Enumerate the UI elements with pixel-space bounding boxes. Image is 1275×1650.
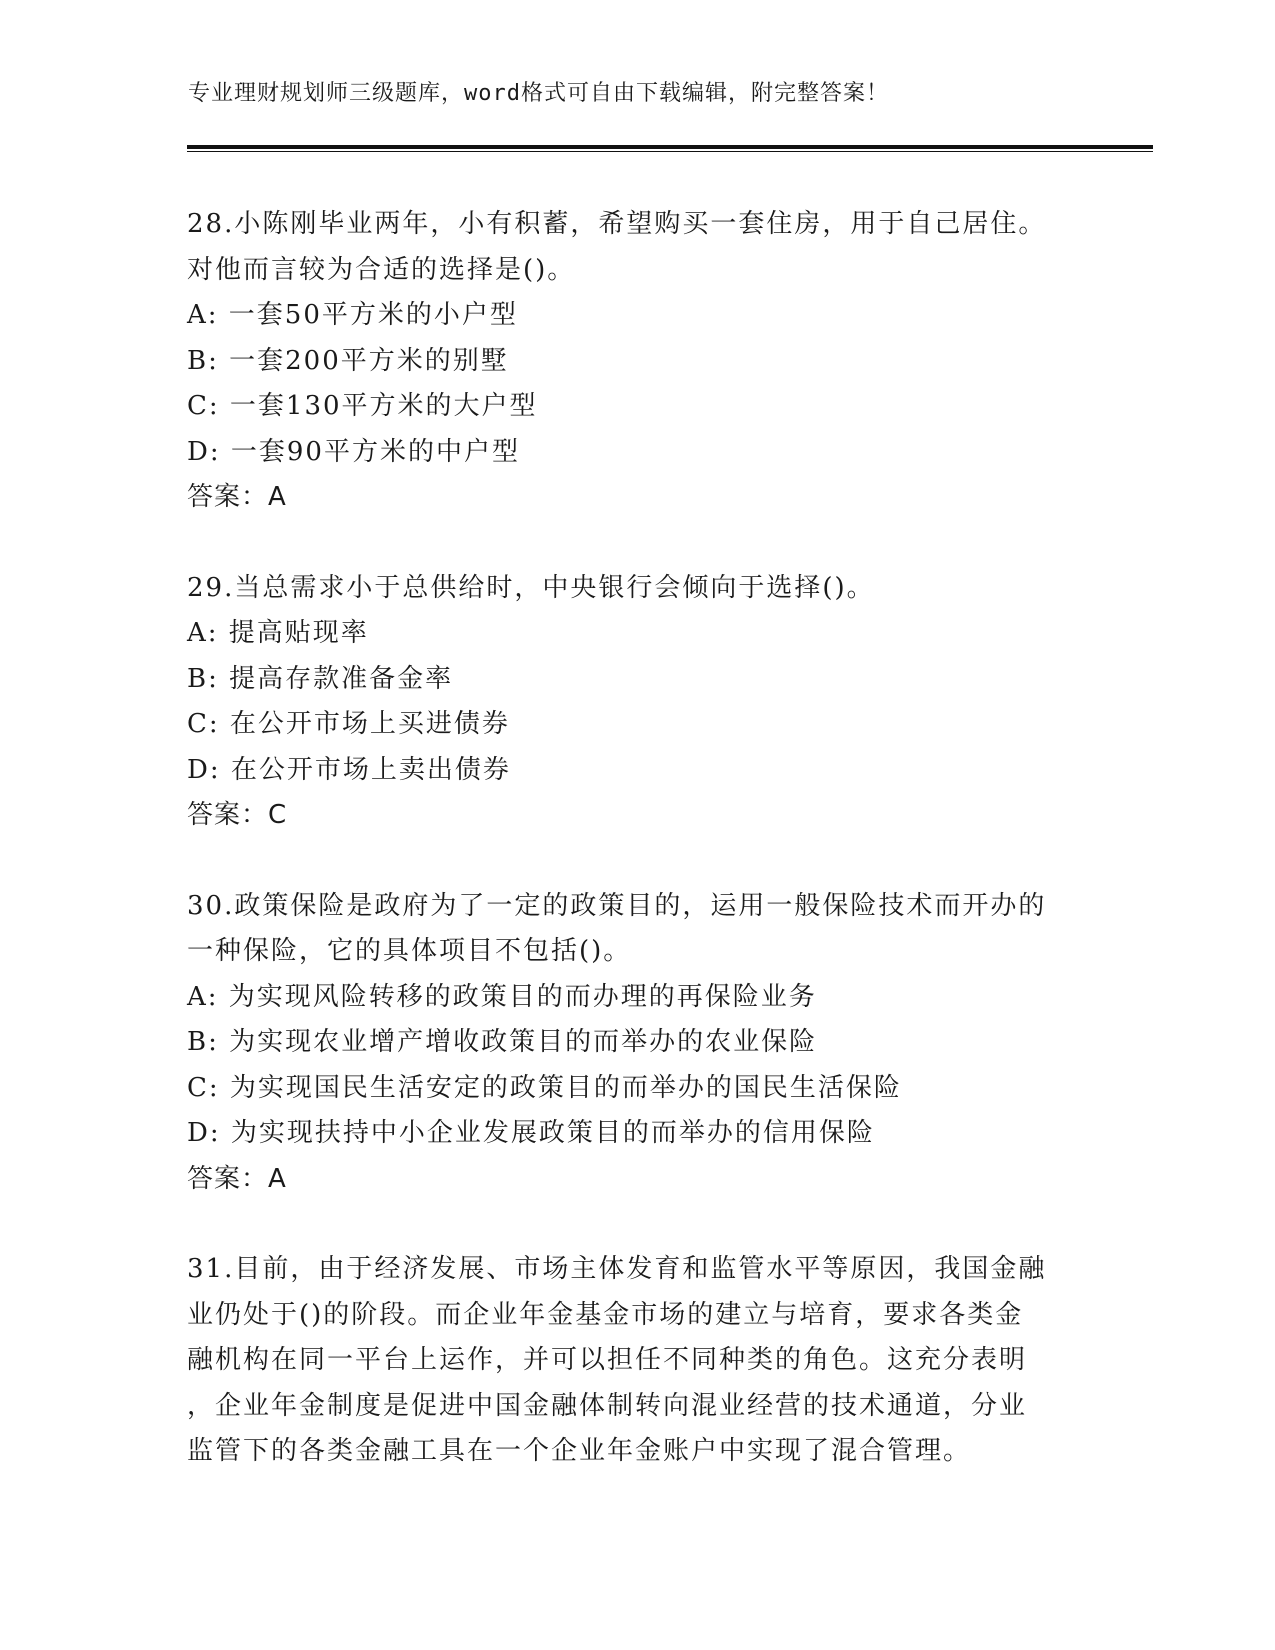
question-stem-line: ，企业年金制度是促进中国金融体制转向混业经营的技术通道，分业	[187, 1390, 1028, 1421]
question-29	[187, 566, 1087, 839]
question-stem-line: 31.目前，由于经济发展、市场主体发育和监管水平等原因，我国金融	[187, 1254, 1047, 1284]
question-30	[187, 884, 1087, 1203]
question-stem-line: 业仍处于()的阶段。而企业年金基金市场的建立与培育，要求各类金	[187, 1299, 1024, 1330]
option-a: A: 提高贴现率	[187, 618, 369, 648]
question-list	[187, 202, 1087, 1520]
question-stem-line: 28.小陈刚毕业两年，小有积蓄，希望购买一套住房，用于自己居住。	[187, 209, 1047, 239]
answer-line: 答案：A	[187, 1163, 287, 1194]
option-a: A: 为实现风险转移的政策目的而办理的再保险业务	[187, 981, 817, 1012]
option-c: C: 为实现国民生活安定的政策目的而举办的国民生活保险	[187, 1072, 902, 1103]
option-b: B: 一套200平方米的别墅	[187, 345, 509, 376]
question-stem-line: 对他而言较为合适的选择是()。	[187, 254, 576, 285]
option-c: C: 在公开市场上买进债券	[187, 709, 510, 739]
option-b: B: 提高存款准备金率	[187, 663, 454, 694]
option-c: C: 一套130平方米的大户型	[187, 391, 538, 421]
option-d: D: 为实现扶持中小企业发展政策目的而举办的信用保险	[187, 1118, 875, 1148]
question-stem-line: 监管下的各类金融工具在一个企业年金账户中实现了混合管理。	[187, 1436, 972, 1466]
option-b: B: 为实现农业增产增收政策目的而举办的农业保险	[187, 1027, 818, 1057]
question-31	[187, 1247, 1087, 1475]
option-d: D: 一套90平方米的中户型	[187, 436, 520, 467]
option-d: D: 在公开市场上卖出债券	[187, 754, 511, 785]
question-stem-line: 30.政策保险是政府为了一定的政策目的，运用一般保险技术而开办的	[187, 890, 1047, 921]
question-stem-line: 29.当总需求小于总供给时，中央银行会倾向于选择()。	[187, 572, 875, 603]
header-rule-thin	[187, 151, 1153, 152]
header-rule-thick	[187, 145, 1153, 149]
answer-line: 答案：A	[187, 482, 287, 512]
question-stem-line: 融机构在同一平台上运作，并可以担任不同种类的角色。这充分表明	[187, 1345, 1028, 1375]
question-stem-line: 一种保险，它的具体项目不包括()。	[187, 936, 632, 966]
page-header: 专业理财规划师三级题库，word格式可自由下载编辑，附完整答案！	[188, 81, 889, 106]
option-a: A: 一套50平方米的小户型	[187, 300, 518, 330]
question-28	[187, 202, 1087, 521]
answer-line: 答案：C	[187, 800, 288, 830]
